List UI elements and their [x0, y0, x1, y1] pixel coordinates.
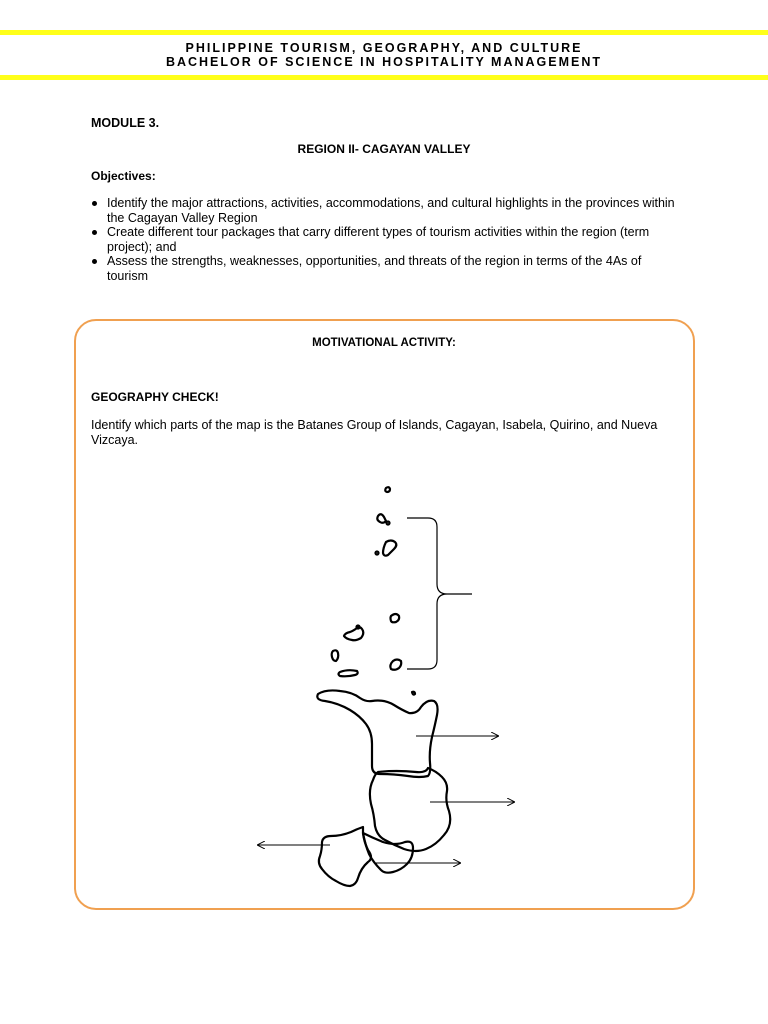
objectives-heading: Objectives:: [91, 169, 156, 183]
program-title: BACHELOR OF SCIENCE IN HOSPITALITY MANAGEMENT: [165, 55, 603, 69]
batanes-bracket: [407, 518, 472, 669]
batanes-islands: [332, 487, 415, 694]
nueva-vizcaya-province: [319, 827, 371, 886]
objective-item: Identify the major attractions, activities, accommodations, and cultural highlights in the provinces within the Cagayan Valley Region: [107, 196, 682, 225]
activity-subtitle: GEOGRAPHY CHECK!: [91, 390, 219, 404]
activity-instruction: Identify which parts of the map is the Batanes Group of Islands, Cagayan, Isabela, Quirino, and Nueva Vizcaya.: [91, 418, 658, 447]
course-title: PHILIPPINE TOURISM, GEOGRAPHY, AND CULTURE: [185, 41, 583, 55]
module-title: REGION II- CAGAYAN VALLEY: [297, 142, 471, 156]
objective-item: Assess the strengths, weaknesses, opportunities, and threats of the region in terms of the 4As of tourism: [107, 254, 682, 283]
module-label: MODULE 3.: [91, 116, 160, 130]
cagayan-province: [317, 690, 437, 777]
objective-item: Create different tour packages that carry different types of tourism activities within the region (term project); and: [107, 225, 682, 254]
isabela-province: [370, 768, 450, 851]
activity-title: MOTIVATIONAL ACTIVITY:: [312, 337, 456, 349]
